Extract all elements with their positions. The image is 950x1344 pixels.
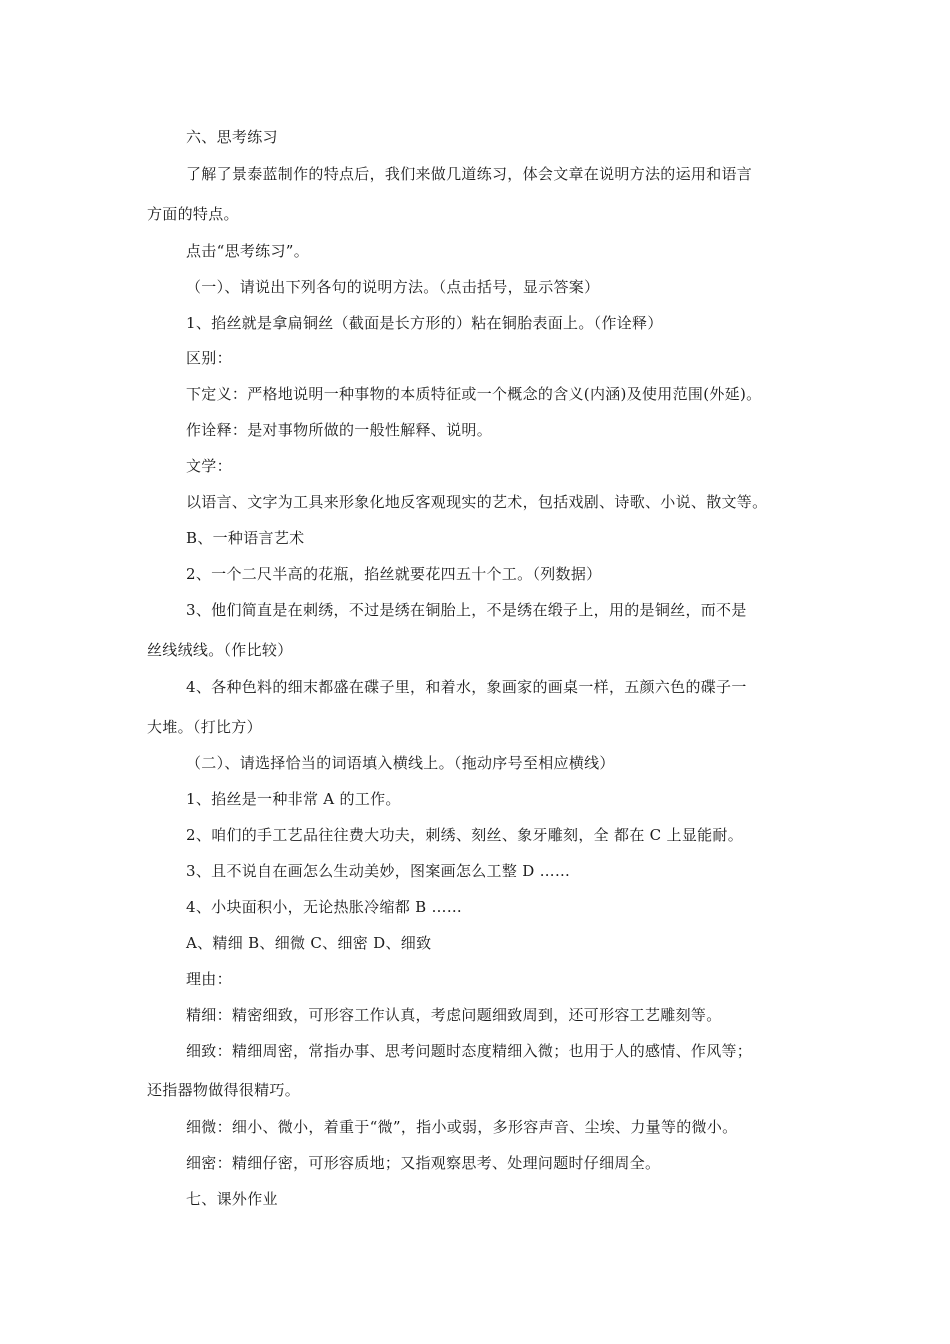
definition-line: 作诠释：是对事物所做的一般性解释、说明。 — [186, 421, 493, 439]
definition-line: 细微：细小、微小，着重于“微”，指小或弱，多形容声音、尘埃、力量等的微小。 — [186, 1118, 738, 1136]
answer-options: A、精细 B、细微 C、细密 D、细致 — [186, 934, 432, 952]
question-item: 1、掐丝就是拿扁铜丝（截面是长方形的）粘在铜胎表面上。（作诠释） — [186, 314, 663, 332]
paragraph-line: 区别： — [186, 349, 232, 367]
paragraph-line: 大堆。（打比方） — [147, 718, 262, 736]
question-item: 1、掐丝是一种非常 A 的工作。 — [186, 790, 401, 808]
question-item: 3、他们简直是在刺绣，不过是绣在铜胎上，不是绣在缎子上，用的是铜丝，而不是 — [186, 601, 747, 619]
question-item: 4、各种色料的细末都盛在碟子里，和着水，象画家的画桌一样，五颜六色的碟子一 — [186, 678, 747, 696]
question-item: 4、小块面积小，无论热胀冷缩都 B …… — [186, 898, 463, 916]
paragraph-line: 了解了景泰蓝制作的特点后，我们来做几道练习，体会文章在说明方法的运用和语言 — [186, 165, 753, 183]
paragraph-line: 理由： — [186, 970, 232, 988]
question-item: 2、一个二尺半高的花瓶，掐丝就要花四五十个工。（列数据） — [186, 565, 602, 583]
question-item: 2、咱们的手工艺品往往费大功夫，刺绣、刻丝、象牙雕刻，全 都在 C 上显能耐。 — [186, 826, 744, 844]
subsection-heading-1: （一）、请说出下列各句的说明方法。（点击括号，显示答案） — [186, 278, 600, 296]
definition-line: 细密：精细仔密，可形容质地；又指观察思考、处理问题时仔细周全。 — [186, 1154, 661, 1172]
paragraph-line: 丝线绒线。（作比较） — [147, 641, 293, 659]
definition-line: 下定义：严格地说明一种事物的本质特征或一个概念的含义(内涵)及使用范围(外延)。 — [186, 385, 762, 403]
paragraph-line: 文学： — [186, 457, 232, 475]
definition-line: 精细：精密细致，可形容工作认真，考虑问题细致周到，还可形容工艺雕刻等。 — [186, 1006, 722, 1024]
paragraph-line: 点击“思考练习”。 — [186, 242, 310, 260]
paragraph-line: B、一种语言艺术 — [186, 529, 305, 547]
subsection-heading-2: （二）、请选择恰当的词语填入横线上。（拖动序号至相应横线） — [186, 754, 615, 772]
section-heading-6: 六、思考练习 — [186, 128, 278, 146]
definition-line: 细致：精细周密，常指办事、思考问题时态度精细入微；也用于人的感情、作风等； — [186, 1042, 753, 1060]
paragraph-line: 方面的特点。 — [147, 205, 239, 223]
paragraph-line: 还指器物做得很精巧。 — [147, 1081, 301, 1099]
question-item: 3、且不说自在画怎么生动美妙，图案画怎么工整 D …… — [186, 862, 571, 880]
definition-line: 以语言、文字为工具来形象化地反客观现实的艺术，包括戏剧、诗歌、小说、散文等。 — [186, 493, 768, 511]
section-heading-7: 七、课外作业 — [186, 1190, 278, 1208]
